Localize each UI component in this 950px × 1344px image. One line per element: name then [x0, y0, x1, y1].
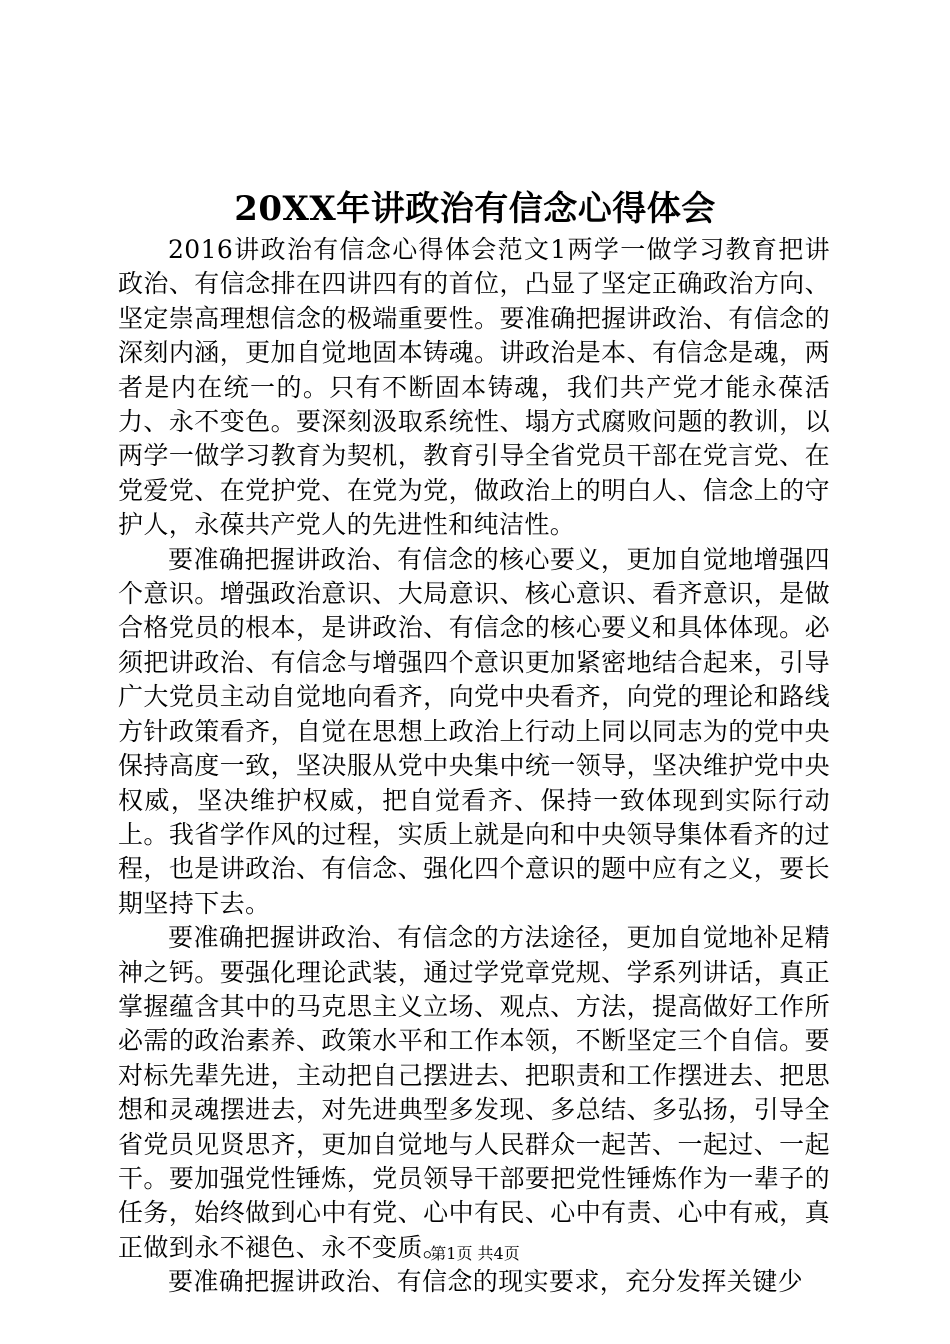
page-number-footer: 第1页 共4页 — [430, 1244, 520, 1263]
document-body — [118, 233, 830, 1300]
document-title: 20XX年讲政治有信念心得体会 — [234, 189, 716, 229]
paragraph-1: 2016讲政治有信念心得体会范文1两学一做学习教育把讲政治、有信念排在四讲四有的首位，凸显了坚定正确政治方向、坚定崇高理想信念的极端重要性。要准确把握讲政治、有信念的深刻内涵，更加自觉地固本铸魂。讲政治是本、有信念是魂，两者是内在统一的。只有不断固本铸魂，我们共产党才能永葆活力、永不变色。要深刻汲取系统性、塌方式腐败问题的教训，以两学一做学习教育为契机，教育引导全省党员干部在党言党、在党爱党、在党护党、在党为党，做政治上的明白人、信念上的守护人，永葆共产党人的先进性和纯洁性。 — [118, 235, 830, 540]
paragraph-3: 要准确把握讲政治、有信念的方法途径，更加自觉地补足精神之钙。要强化理论武装，通过学党章党规、学系列讲话，真正掌握蕴含其中的马克思主义立场、观点、方法，提高做好工作所必需的政治素养、政策水平和工作本领，不断坚定三个自信。要对标先辈先进，主动把自己摆进去、把职责和工作摆进去、把思想和灵魂摆进去，对先进典型多发现、多总结、多弘扬，引导全省党员见贤思齐，更加自觉地与人民群众一起苦、一起过、一起干。要加强党性锤炼，党员领导干部要把党性锤炼作为一辈子的任务，始终做到心中有党、心中有民、心中有责、心中有戒，真正做到永不褪色、永不变质。 — [118, 923, 830, 1262]
paragraph-2: 要准确把握讲政治、有信念的核心要义，更加自觉地增强四个意识。增强政治意识、大局意识、核心意识、看齐意识，是做合格党员的根本，是讲政治、有信念的核心要义和具体体现。必须把讲政治、有信念与增强四个意识更加紧密地结合起来，引导广大党员主动自觉地向看齐，向党中央看齐，向党的理论和路线方针政策看齐，自觉在思想上政治上行动上同以同志为的党中央保持高度一致，坚决服从党中央集中统一领导，坚决维护党中央权威，坚决维护权威，把自觉看齐、保持一致体现到实际行动上。我省学作风的过程，实质上就是向和中央领导集体看齐的过程，也是讲政治、有信念、强化四个意识的题中应有之义，要长期坚持下去。 — [118, 544, 830, 918]
paragraph-4: 要准确把握讲政治、有信念的现实要求，充分发挥关键少 — [168, 1267, 804, 1297]
